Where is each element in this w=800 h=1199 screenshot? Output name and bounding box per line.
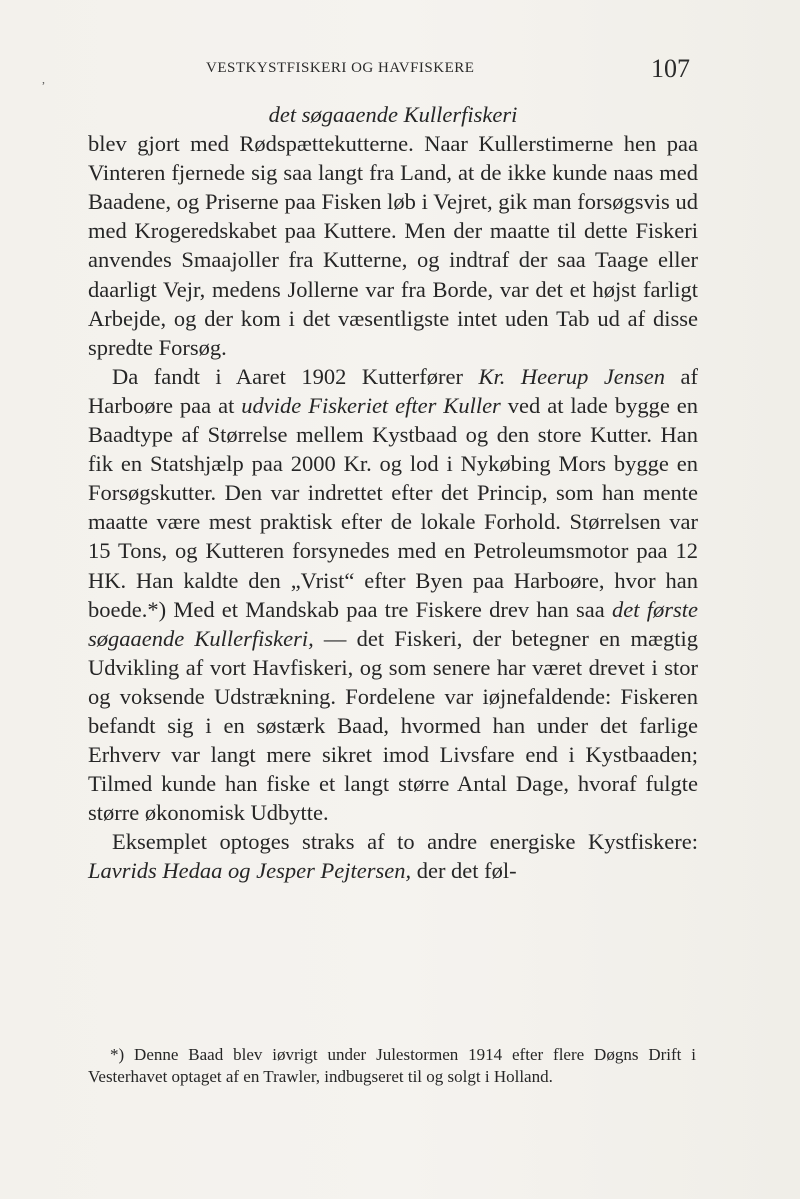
running-header <box>88 54 694 86</box>
body-text <box>88 100 698 886</box>
paragraph <box>88 129 698 362</box>
text-run: af Harboøre paa at <box>88 363 699 418</box>
text-run: Da fandt i Aaret 1902 Kutterfører <box>112 363 479 389</box>
text-run: Eksemplet optoges straks af to andre energiske Kystfiskere: <box>112 829 698 855</box>
text-run: ved at lade bygge en Baadtype af Størrelse mellem Kystbaad og den store Kutter. Han fik en Statshjælp paa 2000 Kr. og lod i Nykøbing Mors bygge en Forsøgskutter. Den var indrettet efter det Princip, som han mente maatte være mest praktisk efter de lokale Forhold. Størrelsen var 15 Tons, og Kutteren forsynedes med en Petroleumsmotor paa 12 HK. Han kaldte den „Vrist“ efter Byen paa Harboøre, hvor han boede.*) Med et Mandskab paa tre Fiskere drev han saa <box>88 392 699 622</box>
text-run: der det føl- <box>411 858 517 884</box>
italic-text: udvide Fiskeriet efter Kuller <box>241 392 501 418</box>
running-title: VESTKYSTFISKERI OG HAVFISKERE <box>206 60 475 76</box>
page-number: 107 <box>651 54 690 83</box>
paragraph <box>88 100 698 129</box>
text-run: — det Fiskeri, der betegner en mægtig Udvikling af vort Havfiskeri, og som senere har været drevet i stor og voksende Udstrækning. Fordelene var iøjnefaldende: Fiskeren befandt sig i en søstærk Baad, hvormed han under det farlige Erhverv var langt mere sikret imod Livsfare end i Kystbaaden; Tilmed kunde han fiske et langt større Antal Dage, hvoraf fulgte større økonomisk Udbytte. <box>88 625 698 826</box>
paragraph <box>88 827 698 885</box>
footnote: *) Denne Baad blev iøvrigt under Julestormen 1914 efter flere Døgns Drift i Vesterhavet optaget af en Trawler, indbugseret til og solgt i Holland. <box>88 1045 696 1086</box>
italic-text: det første søgaaende Kullerfiskeri, <box>88 596 698 651</box>
italic-text: Kr. Heerup Jensen <box>478 363 666 389</box>
margin-mark: , <box>42 72 45 86</box>
italic-text: Lavrids Hedaa og Jesper Pejtersen, <box>88 858 412 884</box>
paragraph <box>88 362 698 828</box>
text-run: blev gjort med Rødspættekutterne. Naar Kullerstimerne hen paa Vinteren fjernede sig saa langt fra Land, at de ikke kunde naas med Baadene, og Priserne paa Fisken løb i Vejret, gik man forsøgsvis ud med Krogeredskabet paa Kuttere. Men der maatte til dette Fiskeri anvendes Smaajoller fra Kutterne, og indtraf der saa Taage eller daarligt Vejr, medens Jollerne var fra Borde, var det et højst farligt Arbejde, og der kom i det væsentligste intet uden Tab ud af disse spredte Forsøg. <box>88 131 698 360</box>
italic-text: det søgaaende Kullerfiskeri <box>268 102 518 127</box>
